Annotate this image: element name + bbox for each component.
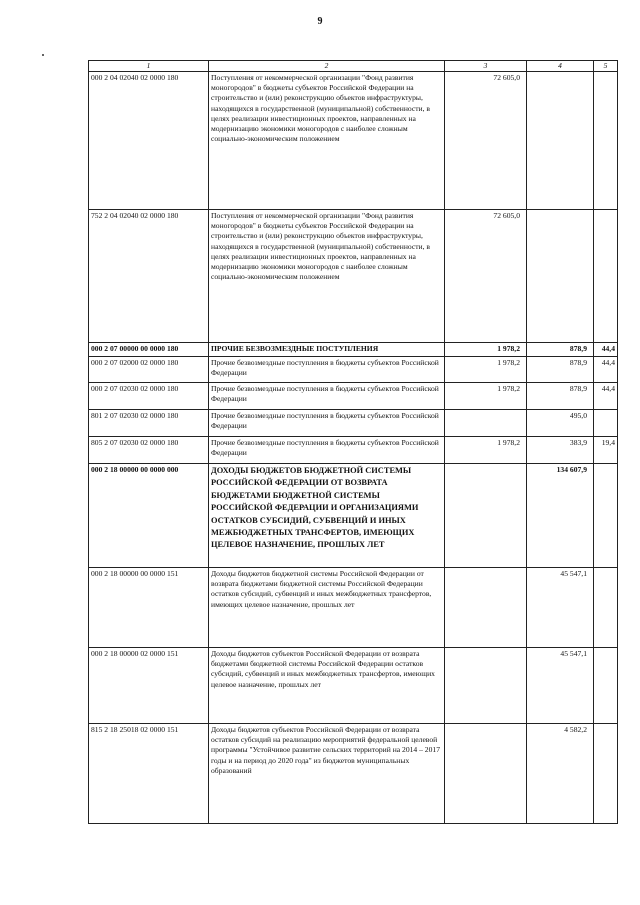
plan-amount-cell: [445, 410, 527, 437]
plan-amount-cell: 72 605,0: [445, 210, 527, 343]
revenue-name-cell: Прочие безвозмездные поступления в бюджеты субъектов Российской Федерации: [209, 383, 445, 410]
plan-amount-cell: 1 978,2: [445, 357, 527, 383]
plan-amount-cell: [445, 648, 527, 724]
actual-amount-cell: 134 607,9: [527, 464, 594, 568]
revenue-name-cell: Прочие безвозмездные поступления в бюджеты субъектов Российской Федерации: [209, 410, 445, 437]
percent-cell: [594, 72, 618, 210]
revenue-name-cell: Доходы бюджетов субъектов Российской Федерации от возврата остатков субсидий на реализацию мероприятий федеральной целевой программы "Устойчивое развитие сельских территорий на 2014 – 2017 годы и на период до 2020 года" из бюджетов муниципальных образований: [209, 724, 445, 824]
table-row: [89, 464, 618, 568]
budget-code-cell: 801 2 07 02030 02 0000 180: [89, 410, 209, 437]
table-header-row: [89, 61, 618, 72]
actual-amount-cell: 45 547,1: [527, 568, 594, 648]
percent-cell: [594, 410, 618, 437]
actual-amount-cell: [527, 210, 594, 343]
percent-cell: 44,4: [594, 383, 618, 410]
budget-code-cell: 752 2 04 02040 02 0000 180: [89, 210, 209, 343]
column-header: 3: [445, 61, 527, 72]
budget-code-cell: 000 2 18 00000 02 0000 151: [89, 648, 209, 724]
actual-amount-cell: 4 582,2: [527, 724, 594, 824]
budget-code-cell: 805 2 07 02030 02 0000 180: [89, 437, 209, 464]
percent-cell: [594, 724, 618, 824]
actual-amount-cell: [527, 72, 594, 210]
plan-amount-cell: 1 978,2: [445, 383, 527, 410]
percent-cell: [594, 568, 618, 648]
revenue-name-cell: Поступления от некоммерческой организации "Фонд развития моногородов" в бюджеты субъектов Российской Федерации на строительство и (или) реконструкцию объектов инфраструктуры, находящихся в государственной (муниципальной) собственности, в целях реализации инвестиционных проектов, направленных на модернизацию экономики моногородов с наиболее сложным социально-экономическим положением: [209, 72, 445, 210]
table-row: [89, 210, 618, 343]
column-header: 5: [594, 61, 618, 72]
plan-amount-cell: 1 978,2: [445, 343, 527, 357]
column-header: 2: [209, 61, 445, 72]
budget-code-cell: 000 2 18 00000 00 0000 000: [89, 464, 209, 568]
plan-amount-cell: 72 605,0: [445, 72, 527, 210]
table-row: [89, 72, 618, 210]
table-row: [89, 568, 618, 648]
actual-amount-cell: 45 547,1: [527, 648, 594, 724]
table-row: [89, 648, 618, 724]
actual-amount-cell: 878,9: [527, 383, 594, 410]
percent-cell: [594, 464, 618, 568]
plan-amount-cell: [445, 568, 527, 648]
table-row: [89, 343, 618, 357]
page-number: 9: [317, 16, 323, 27]
budget-code-cell: 000 2 18 00000 00 0000 151: [89, 568, 209, 648]
budget-revenue-table: [88, 60, 618, 824]
actual-amount-cell: 878,9: [527, 343, 594, 357]
percent-cell: [594, 210, 618, 343]
table-row: [89, 410, 618, 437]
actual-amount-cell: 495,0: [527, 410, 594, 437]
budget-code-cell: 000 2 07 02000 02 0000 180: [89, 357, 209, 383]
percent-cell: 19,4: [594, 437, 618, 464]
table-row: [89, 383, 618, 410]
plan-amount-cell: [445, 464, 527, 568]
revenue-name-cell: Прочие безвозмездные поступления в бюджеты субъектов Российской Федерации: [209, 357, 445, 383]
actual-amount-cell: 383,9: [527, 437, 594, 464]
plan-amount-cell: [445, 724, 527, 824]
table-row: [89, 437, 618, 464]
revenue-name-cell: Доходы бюджетов бюджетной системы Российской Федерации от возврата бюджетами бюджетной системы Российской Федерации остатков субсидий, субвенций и иных межбюджетных трансфертов, имеющих целевое назначение, прошлых лет: [209, 568, 445, 648]
revenue-name-cell: Поступления от некоммерческой организации "Фонд развития моногородов" в бюджеты субъектов Российской Федерации на строительство и (или) реконструкцию объектов инфраструктуры, находящихся в государственной (муниципальной) собственности, в целях реализации инвестиционных проектов, направленных на модернизацию экономики моногородов с наиболее сложным социально-экономическим положением: [209, 210, 445, 343]
percent-cell: 44,4: [594, 357, 618, 383]
table-row: [89, 724, 618, 824]
revenue-name-cell: ДОХОДЫ БЮДЖЕТОВ БЮДЖЕТНОЙ СИСТЕМЫ РОССИЙСКОЙ ФЕДЕРАЦИИ ОТ ВОЗВРАТА БЮДЖЕТАМИ БЮДЖЕТНОЙ СИСТЕМЫ РОССИЙСКОЙ ФЕДЕРАЦИИ И ОРГАНИЗАЦИЯМИ ОСТАТКОВ СУБСИДИЙ, СУБВЕНЦИЙ И ИНЫХ МЕЖБЮДЖЕТНЫХ ТРАНСФЕРТОВ, ИМЕЮЩИХ ЦЕЛЕВОЕ НАЗНАЧЕНИЕ, ПРОШЛЫХ ЛЕТ: [209, 464, 445, 568]
budget-code-cell: 000 2 07 00000 00 0000 180: [89, 343, 209, 357]
revenue-name-cell: Прочие безвозмездные поступления в бюджеты субъектов Российской Федерации: [209, 437, 445, 464]
revenue-name-cell: ПРОЧИЕ БЕЗВОЗМЕЗДНЫЕ ПОСТУПЛЕНИЯ: [209, 343, 445, 357]
revenue-name-cell: Доходы бюджетов субъектов Российской Федерации от возврата бюджетами бюджетной системы Российской Федерации остатков субсидий, субвенций и иных межбюджетных трансфертов, имеющих целевое назначение, прошлых лет: [209, 648, 445, 724]
scan-dot: [42, 54, 44, 56]
plan-amount-cell: 1 978,2: [445, 437, 527, 464]
budget-code-cell: 000 2 04 02040 02 0000 180: [89, 72, 209, 210]
budget-code-cell: 815 2 18 25018 02 0000 151: [89, 724, 209, 824]
budget-code-cell: 000 2 07 02030 02 0000 180: [89, 383, 209, 410]
actual-amount-cell: 878,9: [527, 357, 594, 383]
column-header: 4: [527, 61, 594, 72]
column-header: 1: [89, 61, 209, 72]
percent-cell: [594, 648, 618, 724]
percent-cell: 44,4: [594, 343, 618, 357]
table-row: [89, 357, 618, 383]
